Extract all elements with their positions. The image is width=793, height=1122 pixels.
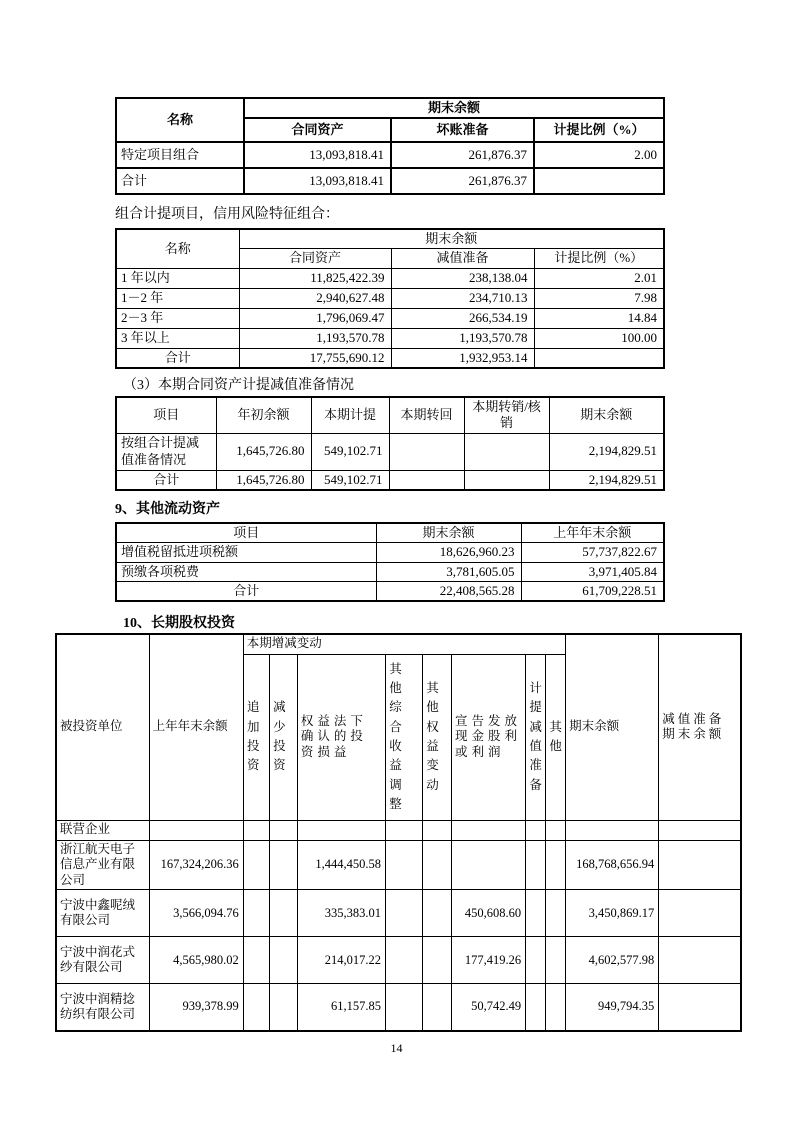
cell — [546, 937, 566, 984]
cell — [243, 840, 269, 890]
cell — [385, 984, 422, 1031]
cell: 2－3 年 — [116, 308, 239, 328]
portfolio-note-text: 组合计提项目，信用风险特征组合： — [115, 207, 339, 222]
table-row — [116, 268, 664, 288]
header-cell: 减少投资 — [269, 654, 297, 820]
table-row — [56, 840, 741, 890]
cell: 61,157.85 — [297, 984, 385, 1031]
cell — [546, 890, 566, 937]
header-cell: 期末余额 — [566, 634, 659, 820]
cell: 1,932,953.14 — [391, 348, 534, 368]
cell: 450,608.60 — [452, 890, 526, 937]
cell: 335,383.01 — [297, 890, 385, 937]
table-header-row — [116, 397, 664, 433]
header-cell: 期末余额 — [376, 523, 521, 543]
cell: 3,781,605.05 — [376, 562, 521, 581]
cell: 234,710.13 — [391, 288, 534, 308]
cell — [269, 890, 297, 937]
other-current-assets-table — [115, 522, 665, 602]
cell — [659, 984, 741, 1031]
cell: 2,194,829.51 — [549, 470, 664, 490]
cell: 14.84 — [534, 308, 664, 328]
long-term-equity-investment-table — [55, 633, 742, 1032]
cell: 261,876.37 — [391, 142, 534, 168]
table-row — [116, 328, 664, 348]
cell: 合计 — [116, 168, 244, 194]
header-cell: 其他权益变动 — [422, 654, 451, 820]
table-total-row — [116, 581, 664, 601]
cell: 214,017.22 — [297, 937, 385, 984]
cell: 549,102.71 — [311, 433, 389, 470]
table-row — [116, 308, 664, 328]
cell: 1,444,450.58 — [297, 840, 385, 890]
cell — [659, 820, 741, 840]
cell: 4,602,577.98 — [566, 937, 659, 984]
table-row — [116, 142, 664, 168]
header-cell: 期末余额 — [239, 229, 664, 249]
cell — [269, 840, 297, 890]
cell — [659, 937, 741, 984]
cell: 宁波中润精捻纺织有限公司 — [56, 984, 149, 1031]
cell: 1,645,726.80 — [216, 433, 311, 470]
contract-asset-specific-table — [115, 97, 665, 195]
cell — [526, 937, 546, 984]
header-cell: 计提减值准备 — [526, 654, 546, 820]
cell — [243, 890, 269, 937]
header-cell: 坏账准备 — [391, 118, 534, 142]
cell — [534, 348, 664, 368]
cell: 增值税留抵进项税额 — [116, 543, 376, 562]
cell: 168,768,656.94 — [566, 840, 659, 890]
cell — [422, 937, 451, 984]
cell: 1,193,570.78 — [391, 328, 534, 348]
cell: 特定项目组合 — [116, 142, 244, 168]
header-cell: 追加投资 — [243, 654, 269, 820]
header-cell: 上年年末余额 — [149, 634, 243, 820]
cell — [385, 890, 422, 937]
impairment-provision-note-text: （3）本期合同资产计提减值准备情况 — [123, 378, 354, 393]
cell: 4,565,980.02 — [149, 937, 243, 984]
cell: 549,102.71 — [311, 470, 389, 490]
cell — [243, 820, 269, 840]
cell: 949,794.35 — [566, 984, 659, 1031]
cell: 3,971,405.84 — [521, 562, 664, 581]
cell — [526, 820, 546, 840]
cell: 261,876.37 — [391, 168, 534, 194]
cell: 1－2 年 — [116, 288, 239, 308]
header-cell: 期末余额 — [549, 397, 664, 433]
header-cell: 年初余额 — [216, 397, 311, 433]
cell — [464, 433, 549, 470]
cell: 177,419.26 — [452, 937, 526, 984]
cell — [422, 820, 451, 840]
cell: 3,450,869.17 — [566, 890, 659, 937]
cell: 61,709,228.51 — [521, 581, 664, 601]
cell — [422, 984, 451, 1031]
cell — [149, 820, 243, 840]
cell — [464, 470, 549, 490]
cell: 50,742.49 — [452, 984, 526, 1031]
cell — [659, 840, 741, 890]
cell — [452, 840, 526, 890]
impairment-provision-table — [115, 396, 665, 491]
cell: 2,940,627.48 — [239, 288, 391, 308]
cell — [243, 937, 269, 984]
table-row — [116, 433, 664, 470]
cell: 宁波中鑫呢绒有限公司 — [56, 890, 149, 937]
cell — [546, 840, 566, 890]
cell: 7.98 — [534, 288, 664, 308]
cell: 1,193,570.78 — [239, 328, 391, 348]
cell: 1 年以内 — [116, 268, 239, 288]
cell: 57,737,822.67 — [521, 543, 664, 562]
cell — [526, 984, 546, 1031]
cell — [389, 470, 464, 490]
page-number: 14 — [390, 1041, 403, 1055]
cell — [422, 890, 451, 937]
cell: 238,138.04 — [391, 268, 534, 288]
cell — [385, 937, 422, 984]
cell: 合计 — [116, 348, 239, 368]
table-row — [116, 562, 664, 581]
cell — [422, 840, 451, 890]
table-row — [116, 168, 664, 194]
cell — [546, 820, 566, 840]
header-cell: 被投资单位 — [56, 634, 149, 820]
cell — [269, 820, 297, 840]
cell: 合计 — [116, 470, 216, 490]
header-cell: 其他综合收益调整 — [385, 654, 422, 820]
cell — [269, 984, 297, 1031]
table-row — [56, 890, 741, 937]
header-cell: 减值准备期末余额 — [659, 634, 741, 820]
section-9-heading: 9、其他流动资产 — [115, 502, 220, 517]
cell: 合计 — [116, 581, 376, 601]
cell: 18,626,960.23 — [376, 543, 521, 562]
table-group-row — [56, 820, 741, 840]
cell — [534, 168, 664, 194]
table-header-row — [116, 98, 664, 118]
header-cell: 本期增减变动 — [243, 634, 565, 654]
table-header-row — [116, 523, 664, 543]
cell — [566, 820, 659, 840]
header-cell: 其他 — [546, 654, 566, 820]
header-cell: 权益法下确认的投资损益 — [297, 654, 385, 820]
cell — [526, 840, 546, 890]
table-header-row — [56, 634, 741, 654]
table-row — [116, 288, 664, 308]
cell: 2.00 — [534, 142, 664, 168]
table-total-row — [116, 470, 664, 490]
cell: 2.01 — [534, 268, 664, 288]
cell: 2,194,829.51 — [549, 433, 664, 470]
cell — [385, 840, 422, 890]
cell: 11,825,422.39 — [239, 268, 391, 288]
cell: 100.00 — [534, 328, 664, 348]
cell: 预缴各项税费 — [116, 562, 376, 581]
cell — [452, 820, 526, 840]
cell — [526, 890, 546, 937]
table-total-row — [116, 348, 664, 368]
cell: 22,408,565.28 — [376, 581, 521, 601]
cell: 13,093,818.41 — [244, 142, 391, 168]
header-cell: 本期转销/核销 — [464, 397, 549, 433]
header-cell: 期末余额 — [244, 98, 664, 118]
header-cell: 宣告发放现金股利或利润 — [452, 654, 526, 820]
section-10-heading: 10、长期股权投资 — [123, 616, 235, 631]
cell: 宁波中润花式纱有限公司 — [56, 937, 149, 984]
cell — [243, 984, 269, 1031]
cell: 浙江航天电子信息产业有限公司 — [56, 840, 149, 890]
header-cell: 本期转回 — [389, 397, 464, 433]
cell: 3 年以上 — [116, 328, 239, 348]
cell: 1,796,069.47 — [239, 308, 391, 328]
cell: 3,566,094.76 — [149, 890, 243, 937]
cell — [389, 433, 464, 470]
table-header-row — [116, 229, 664, 249]
header-cell: 减值准备 — [391, 249, 534, 268]
header-cell: 项目 — [116, 523, 376, 543]
cell — [659, 890, 741, 937]
header-cell: 合同资产 — [239, 249, 391, 268]
header-cell: 本期计提 — [311, 397, 389, 433]
header-cell: 上年年末余额 — [521, 523, 664, 543]
table-row — [116, 543, 664, 562]
cell: 按组合计提减值准备情况 — [116, 433, 216, 470]
header-cell: 合同资产 — [244, 118, 391, 142]
cell: 939,378.99 — [149, 984, 243, 1031]
cell — [546, 984, 566, 1031]
cell: 17,755,690.12 — [239, 348, 391, 368]
cell — [269, 937, 297, 984]
cell: 13,093,818.41 — [244, 168, 391, 194]
header-cell: 计提比例（%） — [534, 118, 664, 142]
header-cell: 项目 — [116, 397, 216, 433]
header-cell: 名称 — [116, 98, 244, 142]
credit-risk-portfolio-table — [115, 228, 665, 369]
table-row — [56, 937, 741, 984]
cell: 266,534.19 — [391, 308, 534, 328]
header-cell: 名称 — [116, 229, 239, 268]
cell — [297, 820, 385, 840]
header-cell: 计提比例（%） — [534, 249, 664, 268]
table-row — [56, 984, 741, 1031]
cell: 联营企业 — [56, 820, 149, 840]
cell: 167,324,206.36 — [149, 840, 243, 890]
cell: 1,645,726.80 — [216, 470, 311, 490]
cell — [385, 820, 422, 840]
